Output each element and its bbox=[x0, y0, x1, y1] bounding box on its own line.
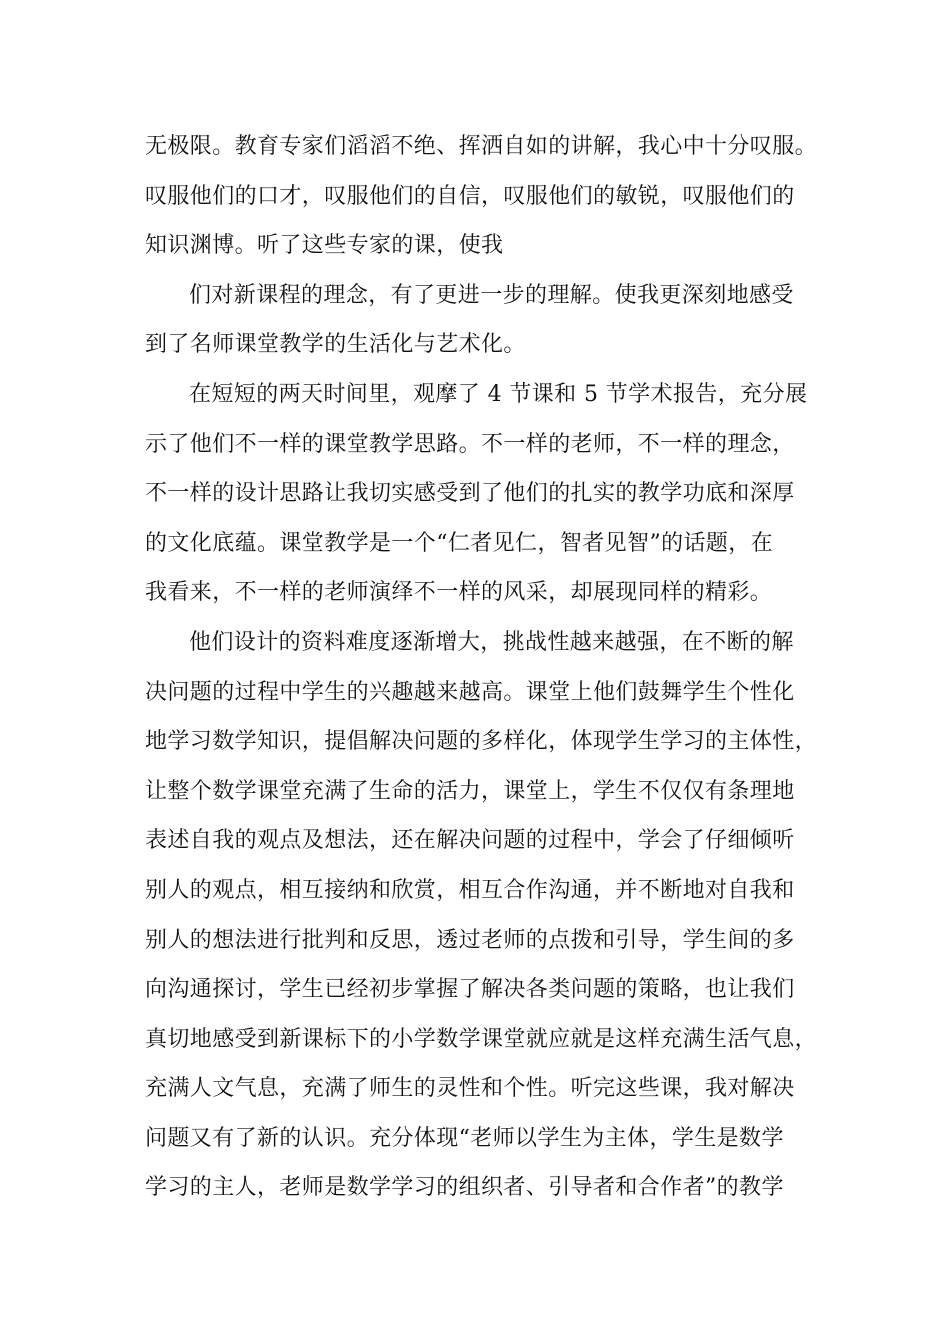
text-line: 向沟通探讨，学生已经初步掌握了解决各类问题的策略，也让我们 bbox=[145, 977, 795, 1003]
text-line: 们对新课程的理念，有了更进一步的理解。使我更深刻地感受 bbox=[189, 282, 794, 308]
text-line: 我看来，不一样的老师演绎不一样的风采，却展现同样的精彩。 bbox=[145, 580, 773, 606]
text-line: 在短短的两天时间里，观摩了 4 节课和 5 节学术报告，充分展 bbox=[189, 381, 808, 407]
text-line: 学习的主人，老师是数学学习的组织者、引导者和合作者”的教学 bbox=[145, 1175, 784, 1201]
text-line: 叹服他们的口才，叹服他们的自信，叹服他们的敏锐，叹服他们的 bbox=[145, 183, 795, 209]
text-line: 到了名师课堂教学的生活化与艺术化。 bbox=[145, 332, 526, 358]
text-line: 决问题的过程中学生的兴趣越来越高。课堂上他们鼓舞学生个性化 bbox=[145, 679, 795, 705]
text-line: 别人的想法进行批判和反思，透过老师的点拨和引导，学生间的多 bbox=[145, 927, 795, 953]
text-line: 知识渊博。听了这些专家的课，使我 bbox=[145, 233, 504, 259]
text-line: 不一样的设计思路让我切实感受到了他们的扎实的教学功底和深厚 bbox=[145, 481, 795, 507]
text-line: 示了他们不一样的课堂教学思路。不一样的老师，不一样的理念， bbox=[145, 431, 795, 457]
text-line: 的文化底蕴。课堂教学是一个“仁者见仁，智者见智”的话题，在 bbox=[145, 530, 774, 556]
text-line: 地学习数学知识，提倡解决问题的多样化，体现学生学习的主体性， bbox=[145, 729, 818, 755]
text-line: 别人的观点，相互接纳和欣赏，相互合作沟通，并不断地对自我和 bbox=[145, 877, 795, 903]
text-line: 让整个数学课堂充满了生命的活力，课堂上，学生不仅仅有条理地 bbox=[145, 778, 795, 804]
text-line: 他们设计的资料难度逐渐增大，挑战性越来越强，在不断的解 bbox=[189, 629, 794, 655]
text-line: 充满人文气息，充满了师生的灵性和个性。听完这些课，我对解决 bbox=[145, 1076, 795, 1102]
text-line: 表述自我的观点及想法，还在解决问题的过程中，学会了仔细倾听 bbox=[145, 828, 795, 854]
text-line: 无极限。教育专家们滔滔不绝、挥洒自如的讲解，我心中十分叹服。 bbox=[145, 134, 818, 159]
text-line: 真切地感受到新课标下的小学数学课堂就应就是这样充满生活气息， bbox=[145, 1026, 818, 1052]
document-body bbox=[145, 129, 825, 1220]
text-line: 问题又有了新的认识。充分体现“老师以学生为主体，学生是数学 bbox=[145, 1125, 784, 1151]
